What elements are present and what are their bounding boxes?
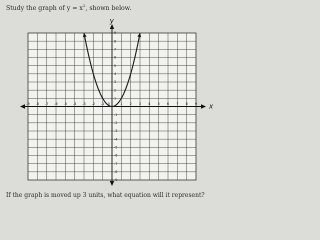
x-axis-label: x: [209, 102, 214, 111]
x-tick-label: -1: [100, 101, 105, 106]
y-tick-label: -9: [114, 178, 118, 183]
x-tick-label: -8: [35, 101, 40, 106]
x-tick-label: -2: [91, 101, 96, 106]
y-tick-label: 6: [114, 55, 117, 60]
question-text: If the graph is moved up 3 units, what equation will it represent?: [6, 192, 205, 199]
x-tick-label: 4: [148, 101, 151, 106]
y-tick-label: 2: [114, 88, 117, 93]
y-tick-label: -4: [114, 137, 118, 142]
x-tick-label: -4: [72, 101, 77, 106]
x-tick-label: 8: [185, 101, 188, 106]
y-tick-label: 4: [114, 72, 117, 77]
y-tick-label: -2: [114, 121, 118, 126]
prompt-exponent: 2: [82, 3, 86, 8]
y-tick-label: 8: [114, 39, 117, 44]
y-tick-label: 7: [114, 47, 117, 52]
prompt-suffix: , shown below.: [85, 5, 132, 13]
x-tick-label: 5: [157, 101, 160, 106]
x-tick-label: -9: [26, 101, 30, 106]
x-tick-label: 3: [138, 101, 142, 106]
y-tick-label: 5: [114, 63, 117, 68]
x-tick-label: -7: [44, 101, 49, 106]
x-tick-label: -3: [82, 101, 86, 106]
x-tick-label: 9: [194, 101, 198, 106]
y-tick-label: 9: [114, 31, 117, 36]
x-tick-label: 1: [120, 101, 123, 106]
y-tick-label: -8: [114, 170, 118, 175]
y-tick-label: 3: [114, 80, 117, 85]
x-tick-label: -5: [63, 101, 68, 106]
y-tick-label: -3: [114, 129, 118, 134]
y-tick-label: -6: [114, 153, 118, 158]
x-tick-label: -6: [54, 101, 58, 106]
prompt-prefix: Study the graph of y = x: [6, 5, 83, 13]
x-axis-arrow-right: [201, 104, 206, 108]
y-tick-label: -5: [114, 145, 118, 150]
x-tick-label: 6: [166, 101, 170, 106]
x-axis-arrow-left: [20, 104, 25, 108]
y-tick-label: -7: [114, 161, 118, 166]
x-tick-label: 2: [129, 101, 132, 106]
y-axis-label: y: [109, 17, 114, 25]
origin-label: 0: [107, 101, 111, 106]
y-tick-label: -1: [114, 112, 118, 117]
x-tick-label: 7: [176, 101, 179, 106]
y-tick-label: 1: [114, 96, 117, 101]
